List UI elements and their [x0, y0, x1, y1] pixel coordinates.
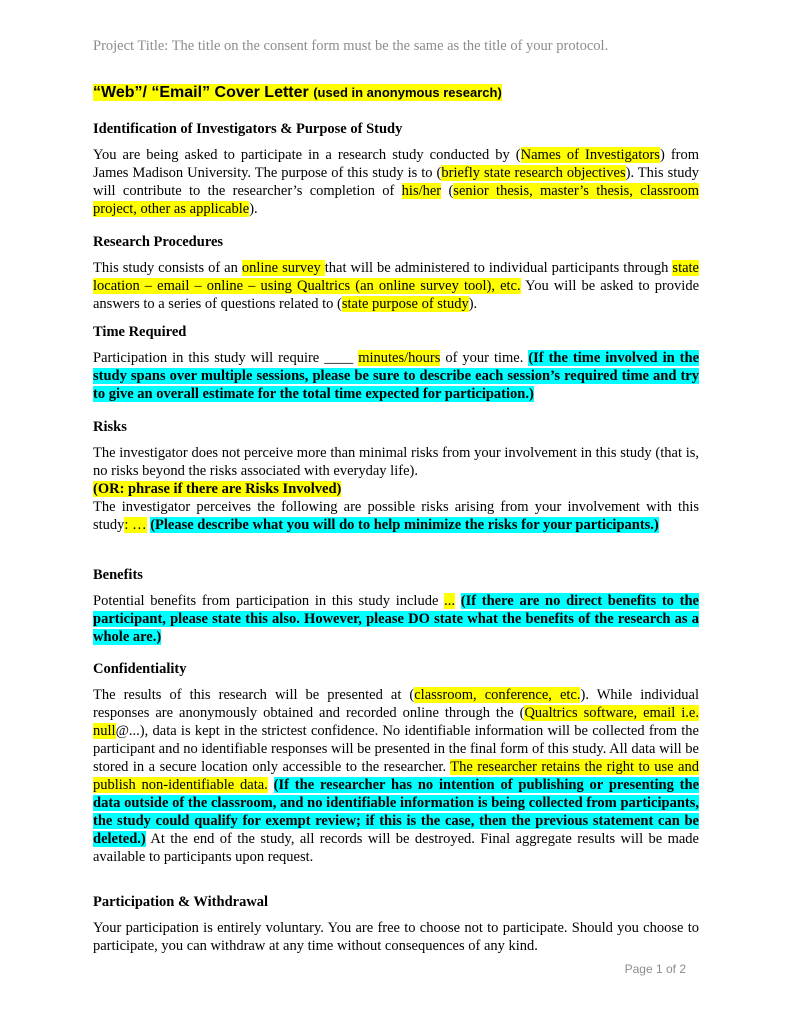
section-time-required — [93, 323, 699, 403]
section-body: You are being asked to participate in a research study conducted by (Names of Investigators) from James Madison University. The purpose of this study is to (briefly state research objectives). This study will contribute to the researcher’s completion of his/her (senior thesis, master’s thesis, classroom project, other as applicable). — [93, 147, 699, 217]
section-body-alternative: The investigator perceives the following are possible risks arising from your involvement with this study: … (Please describe what you will do to help minimize the risks for your participants.) — [93, 499, 699, 533]
title-main: “Web”/ “Email” Cover Letter — [93, 84, 309, 101]
section-body: The investigator does not perceive more than minimal risks from your involvement in this study (that is, no risks beyond the risks associated with everyday life). — [93, 445, 699, 479]
section-heading: Research Procedures — [93, 234, 224, 250]
section-body: This study consists of an online survey that will be administered to individual participants through state location – email – online – using Qualtrics (an online survey tool), etc. You will be asked to provide answers to a series of questions related to (state purpose of study). — [93, 260, 700, 312]
section-heading: Risks — [93, 419, 127, 435]
title-note: (used in anonymous research) — [313, 85, 502, 100]
risks-alternative-label: (OR: phrase if there are Risks Involved) — [93, 481, 342, 497]
section-risks — [93, 418, 699, 534]
page-number: Page 1 of 2 — [624, 962, 686, 976]
project-title-header: Project Title: The title on the consent form must be the same as the title of your protocol. — [93, 38, 609, 54]
section-identification — [93, 120, 699, 218]
section-body: Potential benefits from participation in this study include ... (If there are no direct benefits to the participant, please state this also. However, please DO state what the benefits of the research as a whole are.) — [93, 593, 699, 645]
document-title — [93, 84, 502, 102]
section-heading: Participation & Withdrawal — [93, 894, 269, 910]
section-confidentiality — [93, 660, 699, 866]
section-heading: Identification of Investigators & Purpose of Study — [93, 121, 403, 137]
section-procedures — [93, 233, 699, 313]
section-heading: Confidentiality — [93, 661, 187, 677]
section-benefits — [93, 566, 699, 646]
section-heading: Benefits — [93, 567, 143, 583]
section-body: Participation in this study will require ____ minutes/hours of your time. (If the time involved in the study spans over multiple sessions, please be sure to describe each session’s required time and try to give an overall estimate for the total time expected for participation.) — [93, 350, 699, 402]
section-body: Your participation is entirely voluntary. You are free to choose not to participate. Should you choose to participate, you can withdraw at any time without consequences of any kind. — [93, 920, 699, 954]
section-body: The results of this research will be presented at (classroom, conference, etc.). While individual responses are anonymously obtained and recorded online through the (Qualtrics software, email i.e. null@...), data is kept in the strictest confidence. No identifiable information will be collected from the participant and no identifiable responses will be presented in the final form of this study. All data will be stored in a secure location only accessible to the researcher. The researcher retains the right to use and publish non-identifiable data. (If the researcher has no intention of publishing or presenting the data outside of the classroom, and no identifiable information is being collected from participants, the study could qualify for exempt review; if this is the case, then the previous statement can be deleted.) At the end of the study, all records will be destroyed. Final aggregate results will be made available to participants upon request. — [93, 687, 699, 865]
section-heading: Time Required — [93, 324, 187, 340]
section-participation — [93, 893, 699, 955]
